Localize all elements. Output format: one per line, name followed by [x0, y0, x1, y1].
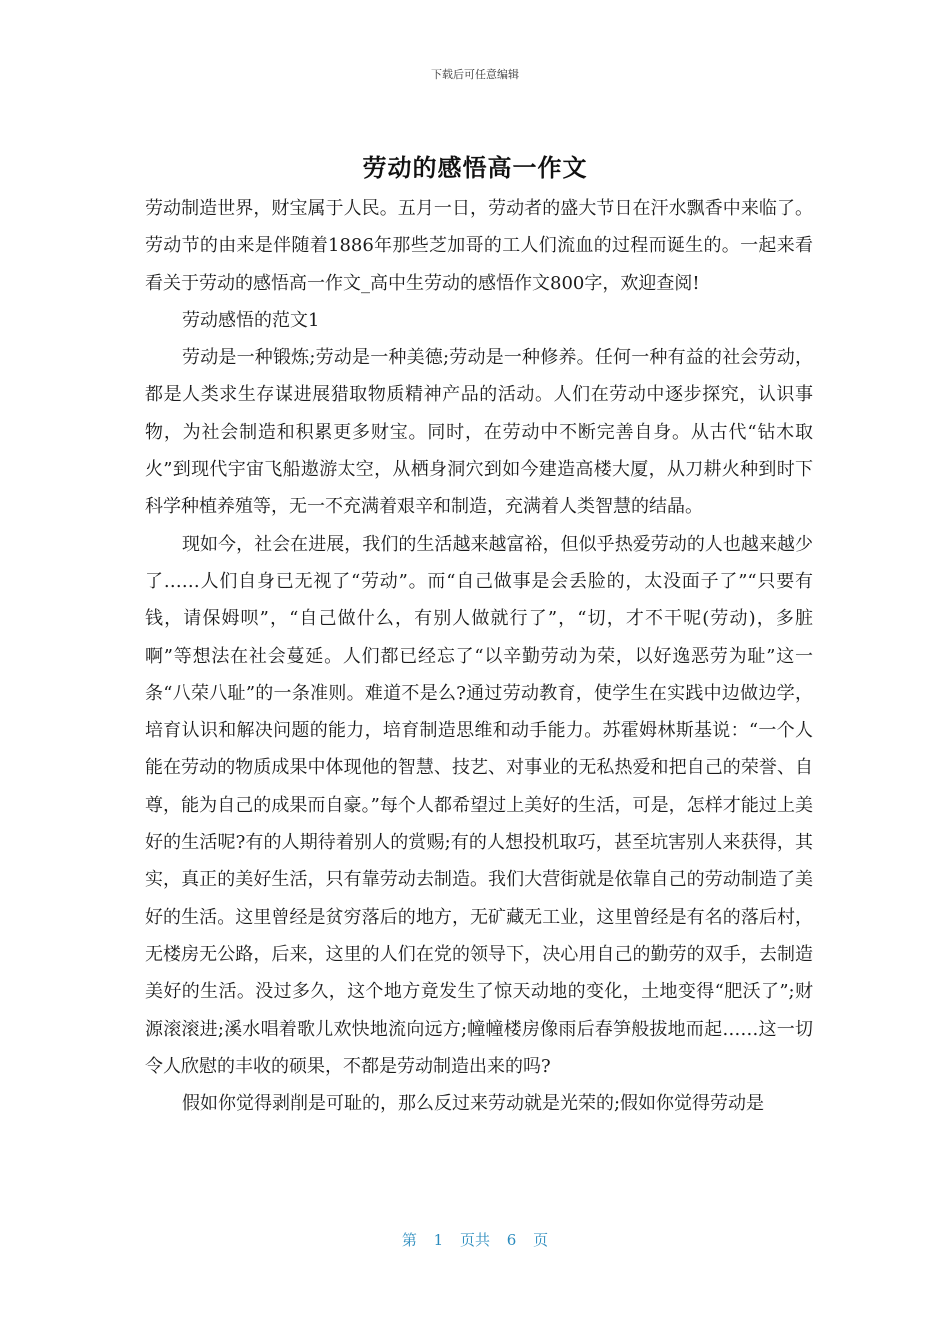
document-title: 劳动的感悟高一作文: [362, 154, 588, 182]
page-footer: [0, 1229, 950, 1250]
document-body: [145, 190, 813, 1122]
page-label-mid: 页共: [459, 1231, 490, 1249]
page-label-prefix: 第: [401, 1231, 417, 1249]
body-paragraph: 劳动是一种锻炼;劳动是一种美德;劳动是一种修养。任何一种有益的社会劳动，都是人类求生存谋进展猎取物质精神产品的活动。人们在劳动中逐步探究，认识事物，为社会制造和积累更多财宝。同时，在劳动中不断完善自身。从古代“钻木取火”到现代宇宙飞船遨游太空，从栖身洞穴到如今建造高楼大厦，从刀耕火种到时下科学种植养殖等，无一不充满着艰辛和制造，充满着人类智慧的结晶。: [145, 347, 813, 518]
total-pages: 6: [506, 1231, 517, 1249]
body-paragraph: 假如你觉得剥削是可耻的，那么反过来劳动就是光荣的;假如你觉得劳动是: [182, 1093, 765, 1115]
page-label-suffix: 页: [533, 1231, 549, 1249]
intro-paragraph: 劳动制造世界，财宝属于人民。五月一日，劳动者的盛大节日在汗水飘香中来临了。劳动节的由来是伴随着1886年那些芝加哥的工人们流血的过程而诞生的。一起来看看关于劳动的感悟高一作文_高中生劳动的感悟作文800字，欢迎查阅!: [145, 198, 813, 294]
body-paragraph: 现如今，社会在进展，我们的生活越来越富裕，但似乎热爱劳动的人也越来越少了……人们自身已无视了“劳动”。而“自己做事是会丢脸的，太没面子了”“只要有钱，请保姆呗”，“自己做什么，有别人做就行了”，“切，才不干呢(劳动)，多脏啊”等想法在社会蔓延。人们都已经忘了“以辛勤劳动为荣，以好逸恶劳为耻”这一条“八荣八耻”的一条准则。难道不是么?通过劳动教育，使学生在实践中边做边学，培育认识和解决问题的能力，培育制造思维和动手能力。苏霍姆林斯基说：“一个人能在劳动的物质成果中体现他的智慧、技艺、对事业的无私热爱和把自己的荣誉、自尊，能为自己的成果而自豪。”每个人都希望过上美好的生活，可是，怎样才能过上美好的生活呢?有的人期待着别人的赏赐;有的人想投机取巧，甚至坑害别人来获得，其实，真正的美好生活，只有靠劳动去制造。我们大营街就是依靠自己的劳动制造了美好的生活。这里曾经是贫穷落后的地方，无矿藏无工业，这里曾经是有名的落后村，无楼房无公路，后来，这里的人们在党的领导下，决心用自己的勤劳的双手，去制造美好的生活。没过多久，这个地方竟发生了惊天动地的变化，土地变得“肥沃了”;财源滚滚进;溪水唱着歌儿欢快地流向远方;幢幢楼房像雨后春笋般拔地而起……这一切令人欣慰的丰收的硕果，不都是劳动制造出来的吗?: [145, 533, 813, 1077]
section-heading: 劳动感悟的范文1: [182, 309, 320, 331]
page-number: 1: [433, 1231, 444, 1249]
header-note: 下载后可任意编辑: [431, 68, 519, 81]
